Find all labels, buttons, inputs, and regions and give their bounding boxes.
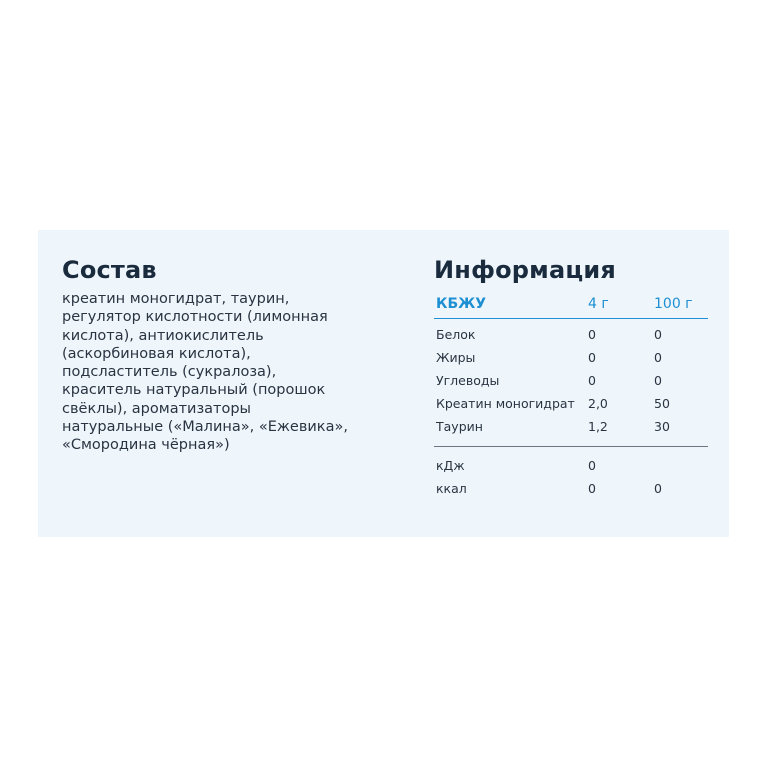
composition-line: регулятор кислотности (лимонная — [62, 309, 328, 326]
composition-line: (аскорбиновая кислота), — [62, 345, 251, 362]
energy-per-serving: 0 — [588, 481, 596, 496]
energy-per-serving: 0 — [588, 458, 596, 473]
row-per-100: 0 — [654, 373, 662, 388]
row-per-serving: 0 — [588, 327, 596, 342]
composition-line: свёклы), ароматизаторы — [62, 400, 252, 417]
composition-line: кислота), антиокислитель — [62, 327, 264, 344]
header-name: КБЖУ — [436, 296, 487, 312]
row-per-serving: 2,0 — [588, 396, 608, 411]
composition-line: натуральные («Малина», «Ежевика», — [62, 419, 348, 436]
composition-line: подсластитель (сукралоза), — [62, 364, 277, 381]
row-per-serving: 1,2 — [588, 419, 608, 434]
energy-per-100: 0 — [654, 481, 662, 496]
table-row — [434, 323, 708, 346]
composition-section — [62, 254, 382, 455]
table-divider — [434, 446, 708, 447]
row-per-100: 0 — [654, 327, 662, 342]
composition-title: Состав — [62, 256, 157, 284]
composition-line: креатин моногидрат, таурин, — [62, 291, 290, 307]
energy-name: ккал — [436, 481, 467, 496]
info-title: Информация — [434, 256, 616, 284]
nutrition-panel — [38, 230, 729, 537]
row-per-100: 0 — [654, 350, 662, 365]
table-row — [434, 346, 708, 369]
table-header-row — [434, 292, 708, 319]
energy-row — [434, 477, 708, 500]
table-row — [434, 392, 708, 415]
header-per-serving: 4 г — [588, 296, 609, 312]
header-per-100: 100 г — [654, 296, 693, 312]
composition-line: «Смородина чёрная») — [62, 437, 230, 454]
row-per-serving: 0 — [588, 373, 596, 388]
composition-text — [62, 290, 382, 455]
row-name: Таурин — [436, 419, 483, 434]
info-section — [434, 254, 708, 500]
row-name: Углеводы — [436, 373, 500, 388]
table-row — [434, 369, 708, 392]
row-per-100: 30 — [654, 419, 670, 434]
row-name: Креатин моногидрат — [436, 396, 575, 411]
composition-line: краситель натуральный (порошок — [62, 382, 326, 399]
nutrition-table — [434, 292, 708, 500]
row-name: Белок — [436, 327, 476, 342]
row-per-100: 50 — [654, 396, 670, 411]
energy-row — [434, 454, 708, 477]
row-per-serving: 0 — [588, 350, 596, 365]
row-name: Жиры — [436, 350, 476, 365]
table-row — [434, 415, 708, 438]
energy-name: кДж — [436, 458, 465, 473]
